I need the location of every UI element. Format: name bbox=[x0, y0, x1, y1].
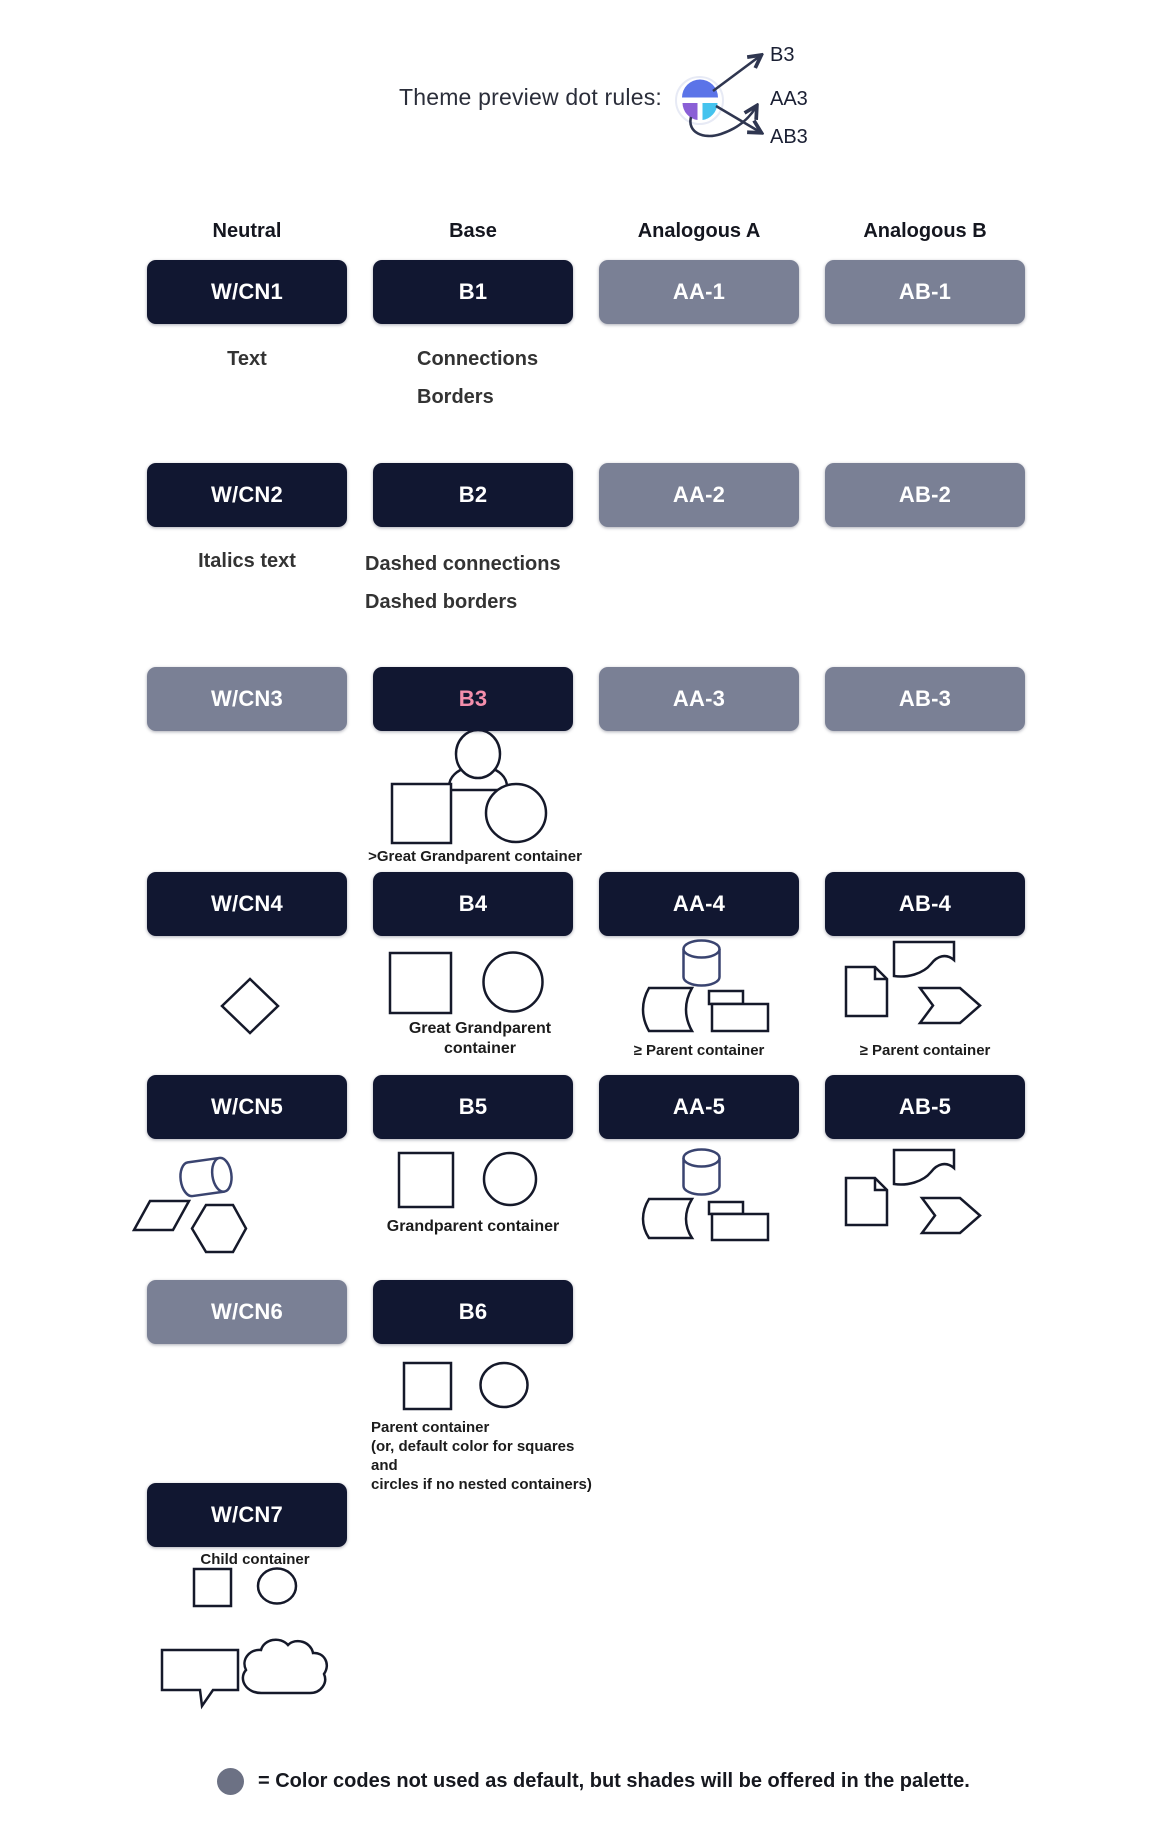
caption-great-grandparent: Great Grandparent container bbox=[408, 1020, 552, 1057]
swatch-aa3[interactable]: AA-3 bbox=[599, 667, 799, 731]
dot-label-b3: B3 bbox=[770, 44, 795, 66]
swatch-b2[interactable]: B2 bbox=[373, 463, 573, 527]
square-shape bbox=[392, 784, 451, 843]
caption-parent-block bbox=[371, 1418, 601, 1494]
swatch-wcn3[interactable]: W/CN3 bbox=[147, 667, 347, 731]
column-header-analogous-b: Analogous B bbox=[863, 220, 987, 242]
caption-connections: Connections bbox=[417, 348, 539, 370]
folder-shape bbox=[712, 1004, 768, 1031]
cylinder-cap bbox=[210, 1157, 234, 1193]
circle-shape bbox=[481, 1363, 528, 1407]
stored-data-shape bbox=[643, 988, 692, 1031]
swatch-wcn7[interactable]: W/CN7 bbox=[147, 1483, 347, 1547]
dot-ring bbox=[676, 77, 723, 124]
swatch-wcn2[interactable]: W/CN2 bbox=[147, 463, 347, 527]
swatch-ab4[interactable]: AB-4 bbox=[825, 872, 1025, 936]
b5-shape-group bbox=[399, 1153, 536, 1207]
swatch-aa1[interactable]: AA-1 bbox=[599, 260, 799, 324]
banner-shape bbox=[894, 942, 954, 977]
swatch-b1[interactable]: B1 bbox=[373, 260, 573, 324]
cylinder-shape bbox=[684, 949, 720, 986]
folder-tab-shape bbox=[709, 991, 743, 1004]
circle-shape bbox=[484, 1153, 536, 1205]
caption-borders: Borders bbox=[417, 386, 494, 408]
dot-label-aa3: AA3 bbox=[770, 88, 808, 110]
swatch-ab2[interactable]: AB-2 bbox=[825, 463, 1025, 527]
diamond-shape bbox=[222, 979, 278, 1033]
page-title: Theme preview dot rules: bbox=[398, 84, 662, 110]
legend-text: = Color codes not used as default, but shades will be offered in the palette. bbox=[258, 1770, 970, 1792]
ab5-shape-group bbox=[846, 1150, 980, 1233]
swatch-b3[interactable]: B3 bbox=[373, 667, 573, 731]
caption-italics-text: Italics text bbox=[198, 550, 296, 572]
legend-dot-icon bbox=[217, 1768, 244, 1795]
wcn5-shape-group bbox=[134, 1157, 246, 1252]
speech-bubble-shape bbox=[162, 1650, 238, 1706]
document-shape bbox=[846, 967, 887, 1016]
parallelogram-shape bbox=[134, 1201, 189, 1230]
square-shape bbox=[399, 1153, 453, 1207]
cylinder-shape bbox=[684, 1158, 720, 1195]
swatch-b6[interactable]: B6 bbox=[373, 1280, 573, 1344]
swatch-b5[interactable]: B5 bbox=[373, 1075, 573, 1139]
column-header-base: Base bbox=[449, 220, 497, 242]
cylinder-top bbox=[684, 1150, 720, 1167]
hexagon-shape bbox=[192, 1205, 246, 1252]
wcn7-shape-group bbox=[162, 1569, 327, 1707]
swatch-wcn4[interactable]: W/CN4 bbox=[147, 872, 347, 936]
circle-shape bbox=[484, 953, 543, 1012]
theme-preview-dot bbox=[676, 77, 723, 124]
dot-slice-bottom-right bbox=[703, 103, 718, 120]
cloud-shape bbox=[243, 1640, 327, 1693]
cylinder-shape bbox=[178, 1158, 224, 1197]
b6-shape-group bbox=[404, 1363, 528, 1409]
dot-slice-top bbox=[682, 80, 718, 98]
arrow-to-ab3 bbox=[716, 106, 760, 132]
swatch-wcn6[interactable]: W/CN6 bbox=[147, 1280, 347, 1344]
caption-dashed-connections: Dashed connections bbox=[365, 553, 561, 575]
caption-text: Text bbox=[227, 348, 267, 370]
swatch-wcn1[interactable]: W/CN1 bbox=[147, 260, 347, 324]
aa5-shape-group bbox=[643, 1150, 768, 1241]
chevron-shape bbox=[922, 1198, 980, 1233]
dot-slice-bottom-left bbox=[683, 103, 698, 120]
folder-tab-shape bbox=[709, 1202, 743, 1214]
swatch-b4[interactable]: B4 bbox=[373, 872, 573, 936]
document-shape bbox=[846, 1178, 887, 1225]
person-head-shape bbox=[456, 730, 500, 778]
legend bbox=[217, 1768, 970, 1795]
caption-great-grandparent-gt: >Great Grandparent container bbox=[368, 848, 582, 865]
circle-shape bbox=[486, 784, 546, 842]
b3-shape-group bbox=[392, 730, 546, 843]
square-shape bbox=[194, 1569, 231, 1606]
chevron-shape bbox=[920, 988, 980, 1023]
caption-child-container: Child container bbox=[200, 1551, 310, 1568]
caption-parent-line2: (or, default color for squares and bbox=[371, 1438, 575, 1474]
caption-parent-line1: Parent container bbox=[371, 1419, 490, 1436]
swatch-aa4[interactable]: AA-4 bbox=[599, 872, 799, 936]
swatch-ab5[interactable]: AB-5 bbox=[825, 1075, 1025, 1139]
caption-parent-gte-aa: ≥ Parent container bbox=[633, 1042, 765, 1059]
dot-arrows bbox=[690, 56, 760, 136]
arrow-to-b3 bbox=[713, 56, 760, 91]
document-fold bbox=[875, 967, 887, 979]
swatch-wcn5[interactable]: W/CN5 bbox=[147, 1075, 347, 1139]
b4-shape-group bbox=[390, 953, 543, 1014]
ab4-shape-group bbox=[846, 942, 980, 1023]
caption-dashed-borders: Dashed borders bbox=[365, 591, 518, 613]
person-body-shape bbox=[449, 766, 507, 791]
swatch-ab3[interactable]: AB-3 bbox=[825, 667, 1025, 731]
swatch-ab1[interactable]: AB-1 bbox=[825, 260, 1025, 324]
square-shape bbox=[390, 953, 451, 1013]
caption-connections-borders bbox=[417, 340, 538, 416]
document-fold bbox=[875, 1178, 887, 1190]
caption-grandparent: Grandparent container bbox=[386, 1218, 560, 1235]
column-header-analogous-a: Analogous A bbox=[637, 220, 761, 242]
square-shape bbox=[404, 1363, 451, 1409]
caption-dashed bbox=[365, 545, 561, 621]
stored-data-shape bbox=[643, 1199, 692, 1238]
caption-parent-gte-ab: ≥ Parent container bbox=[859, 1042, 991, 1059]
banner-shape bbox=[894, 1150, 954, 1185]
circle-shape bbox=[258, 1569, 296, 1604]
swatch-aa5[interactable]: AA-5 bbox=[599, 1075, 799, 1139]
caption-parent-line3: circles if no nested containers) bbox=[371, 1476, 592, 1493]
column-header-neutral: Neutral bbox=[212, 220, 282, 242]
folder-shape bbox=[712, 1214, 768, 1240]
cylinder-top bbox=[684, 941, 720, 958]
dot-label-ab3: AB3 bbox=[770, 126, 808, 148]
arrow-to-aa3 bbox=[690, 107, 756, 136]
swatch-aa2[interactable]: AA-2 bbox=[599, 463, 799, 527]
aa4-shape-group bbox=[643, 941, 768, 1032]
